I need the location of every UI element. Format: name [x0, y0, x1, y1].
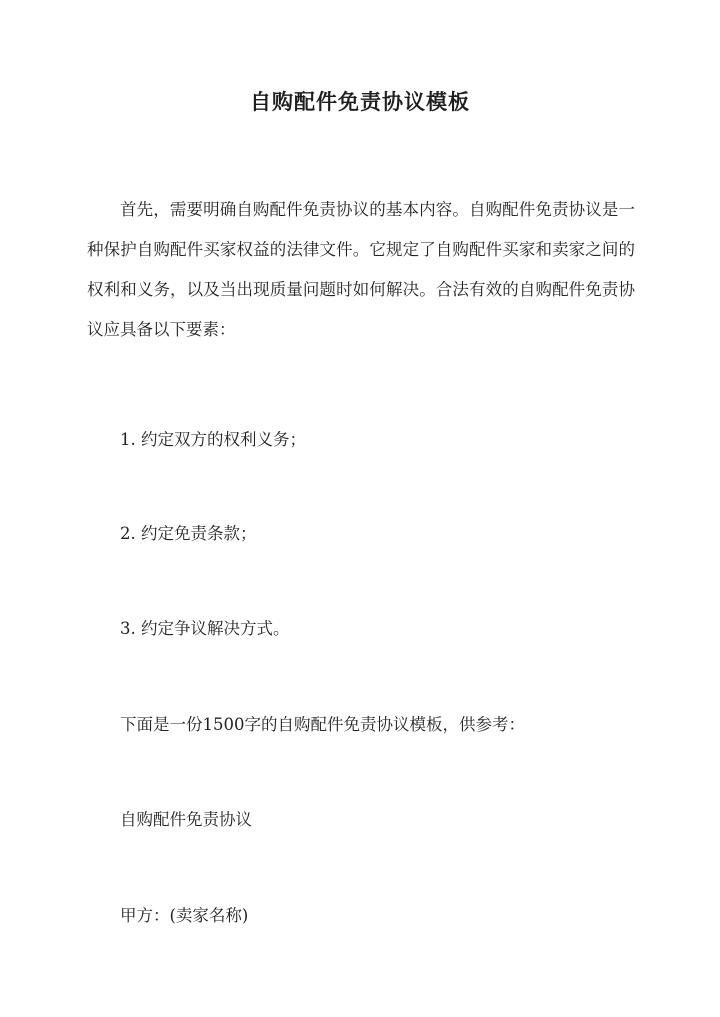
lead-in-text: 下面是一份1500字的自购配件免责协议模板，供参考： — [120, 715, 525, 734]
list-item-2: 2. 约定免责条款； — [120, 524, 257, 543]
list-item-1: 1. 约定双方的权利义务； — [120, 430, 306, 449]
intro-paragraph: 首先，需要明确自购配件免责协议的基本内容。自购配件免责协议是一种保护自购配件买家权益的法律文件。它规定了自购配件买家和卖家之间的权利和义务，以及当出现质量问题时如何解决。合法有效的自购配件免责协议应具备以下要素： — [87, 200, 635, 339]
agreement-heading: 自购配件免责协议 — [120, 810, 252, 829]
document-title: 自购配件免责协议模板 — [250, 89, 470, 114]
list-item-3: 3. 约定争议解决方式。 — [120, 619, 290, 638]
party-a-line: 甲方：(卖家名称) — [120, 906, 249, 925]
